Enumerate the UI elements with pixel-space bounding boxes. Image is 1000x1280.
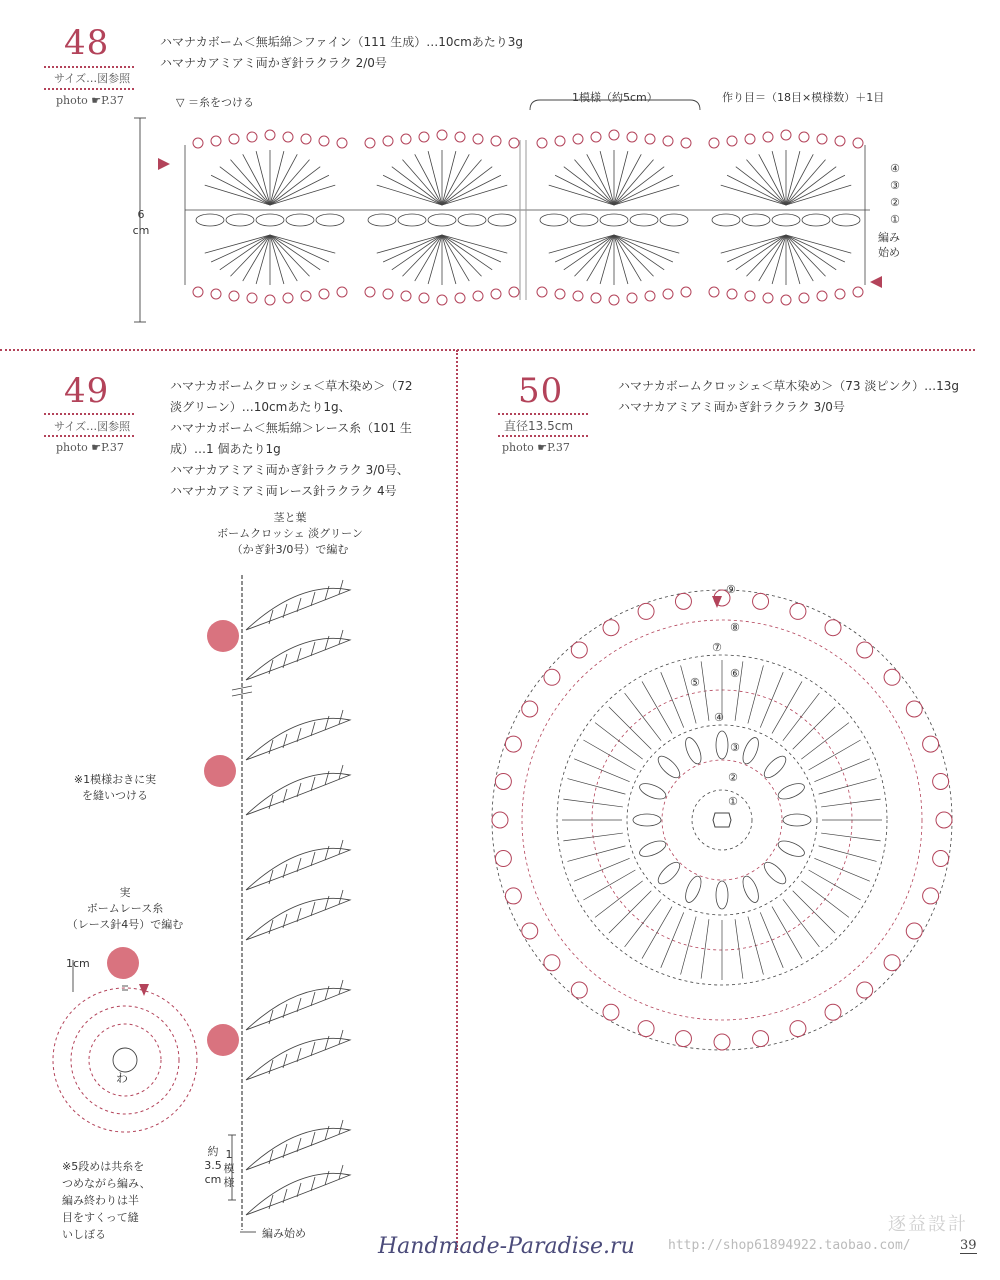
material-line: ハマナカボーム＜無垢綿＞ファイン（111 生成）…10cmあたり3g bbox=[160, 35, 524, 49]
material-line: 淡グリーン）…10cmあたり1g、 bbox=[170, 400, 351, 414]
repeat-line: 様 bbox=[223, 1176, 235, 1189]
berry-size-label: 1cm bbox=[66, 957, 90, 970]
row-4: ④ bbox=[890, 162, 900, 175]
round-number-7: ⑦ bbox=[712, 641, 722, 654]
material-line: 成）…1 個あたり1g bbox=[170, 442, 281, 456]
round-number-9: ⑨ bbox=[726, 583, 736, 596]
repeat-line: cm bbox=[204, 1173, 222, 1186]
material-line: ハマナカボームクロッシェ＜草木染め＞（73 淡ピンク）…13g bbox=[618, 379, 960, 393]
note-line: いしぼる bbox=[62, 1228, 106, 1241]
note-line: 目をすくって縫 bbox=[62, 1211, 139, 1224]
round-number-1: ① bbox=[728, 795, 738, 808]
note-line: つめながら編み、 bbox=[62, 1177, 151, 1190]
pattern-48-number: 48 bbox=[64, 23, 110, 63]
round-number-5: ⑤ bbox=[690, 676, 700, 689]
repeat-line: 約 bbox=[207, 1145, 219, 1158]
material-line: ハマナカアミアミ両かぎ針ラクラク 3/0号、 bbox=[170, 463, 409, 477]
start-label-49: 編み始め bbox=[262, 1227, 306, 1240]
stem-leaf-chart-49 bbox=[0, 0, 460, 1260]
height-value: 6 bbox=[137, 208, 145, 221]
pattern-49-number: 49 bbox=[64, 371, 110, 411]
note-line: 編み終わりは半 bbox=[62, 1194, 139, 1207]
repeat-line: 1 bbox=[225, 1148, 233, 1161]
note-line: ※1模様おきに実 bbox=[73, 773, 157, 786]
round-number-8: ⑧ bbox=[730, 621, 740, 634]
row-2: ② bbox=[890, 196, 900, 209]
pattern-48-photo-ref: photo ☛P.37 bbox=[56, 94, 124, 107]
pattern-50-number: 50 bbox=[518, 371, 564, 411]
material-line: ハマナカアミアミ両レース針ラクラク 4号 bbox=[170, 484, 397, 498]
watermark-cn: 逐益設計 bbox=[888, 1214, 968, 1235]
doily-chart-50 bbox=[460, 560, 1000, 1080]
start-marker bbox=[870, 276, 882, 288]
repeat-line: 3.5 bbox=[204, 1159, 222, 1172]
start-line: 始め bbox=[878, 246, 900, 259]
round-number-2: ② bbox=[728, 771, 738, 784]
stem-title-line: 茎と葉 bbox=[273, 511, 307, 524]
pattern-50-dots bbox=[498, 413, 588, 415]
round-number-6: ⑥ bbox=[730, 667, 740, 680]
pattern-50-dots-2 bbox=[498, 435, 588, 437]
magic-ring-label: わ bbox=[116, 1071, 129, 1085]
page-number: 39 bbox=[960, 1238, 977, 1253]
start-line: 編み bbox=[878, 231, 900, 244]
pattern-50-photo-ref: photo ☛P.37 bbox=[502, 441, 570, 454]
round-number-3: ③ bbox=[730, 741, 740, 754]
berry-title-line: 実 bbox=[119, 886, 131, 899]
berry-motif-chart bbox=[53, 988, 197, 1132]
material-line: ハマナカアミアミ両かぎ針ラクラク 2/0号 bbox=[160, 56, 387, 70]
row-1: ① bbox=[890, 213, 900, 226]
material-line: ハマナカアミアミ両かぎ針ラクラク 3/0号 bbox=[618, 400, 845, 414]
berry-title-line: （レース針4号）で編む bbox=[66, 918, 184, 931]
watermark-url: http://shop61894922.taobao.com/ bbox=[668, 1238, 911, 1253]
stem-title-line: （かぎ針3/0号）で編む bbox=[231, 543, 349, 556]
pattern-50-materials bbox=[618, 376, 959, 418]
pattern-49-photo-ref: photo ☛P.37 bbox=[56, 441, 124, 454]
watermark-site: Handmade-Paradise.ru bbox=[378, 1234, 635, 1259]
stem-title-line: ボームクロッシェ 淡グリーン bbox=[217, 527, 363, 540]
round-number-4: ④ bbox=[714, 711, 724, 724]
foundation-label: 作り目＝（18目×模様数）＋1目 bbox=[722, 91, 885, 104]
height-unit: cm bbox=[132, 224, 150, 237]
legend-attach-yarn: ▽ ＝糸をつける bbox=[176, 96, 254, 109]
pattern-49-size: サイズ…図参照 bbox=[54, 420, 131, 433]
repeat-label: 1模様（約5cm） bbox=[572, 91, 658, 104]
note-line: を縫いつける bbox=[82, 789, 148, 802]
pattern-50-size: 直径13.5cm bbox=[504, 419, 574, 433]
row-3: ③ bbox=[890, 179, 900, 192]
material-line: ハマナカボームクロッシェ＜草木染め＞（72 bbox=[170, 379, 413, 393]
material-line: ハマナカボーム＜無垢綿＞レース糸（101 生 bbox=[170, 421, 412, 435]
pattern-48-size: サイズ…図参照 bbox=[54, 72, 131, 85]
note-line: ※5段めは共糸を bbox=[62, 1160, 145, 1173]
berry-title-line: ボームレース糸 bbox=[86, 902, 164, 915]
repeat-line: 模 bbox=[223, 1162, 235, 1175]
